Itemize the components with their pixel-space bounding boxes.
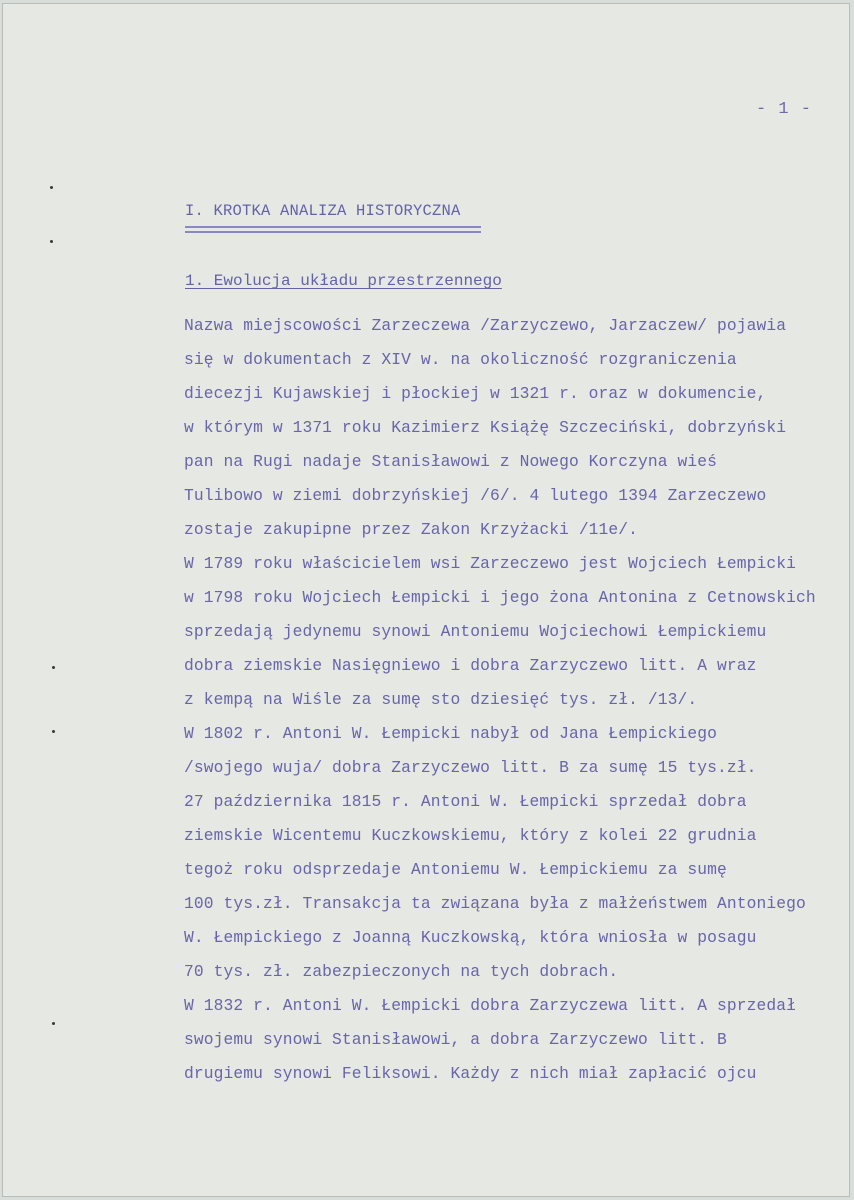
text-line: w 1798 roku Wojciech Łempicki i jego żona Antonina z Cetnowskich: [184, 588, 816, 607]
page-number: - 1 -: [756, 100, 813, 119]
text-line: pan na Rugi nadaje Stanisławowi z Nowego Korczyna wieś: [184, 452, 717, 471]
text-line: W. Łempickiego z Joanną Kuczkowską, która wniosła w posagu: [184, 928, 757, 947]
text-line: W 1802 r. Antoni W. Łempicki nabył od Jana Łempickiego: [184, 724, 717, 743]
text-line: 70 tys. zł. zabezpieczonych na tych dobrach.: [184, 962, 619, 981]
text-line: dobra ziemskie Nasięgniewo i dobra Zarzyczewo litt. A wraz: [184, 656, 757, 675]
text-line: sprzedają jedynemu synowi Antoniemu Wojciechowi Łempickiemu: [184, 622, 767, 641]
text-line: W 1832 r. Antoni W. Łempicki dobra Zarzyczewa litt. A sprzedał: [184, 996, 796, 1015]
section-title: I. KROTKA ANALIZA HISTORYCZNA: [185, 202, 461, 220]
text-line: 100 tys.zł. Transakcja ta związana była z małżeństwem Antoniego: [184, 894, 806, 913]
text-line: /swojego wuja/ dobra Zarzyczewo litt. B za sumę 15 tys.zł.: [184, 758, 757, 777]
text-line: zostaje zakupipne przez Zakon Krzyżacki /11e/.: [184, 520, 639, 539]
section-double-underline: [185, 226, 481, 233]
text-line: drugiemu synowi Feliksowi. Każdy z nich miał zapłacić ojcu: [184, 1064, 757, 1083]
text-line: W 1789 roku właścicielem wsi Zarzeczewo jest Wojciech Łempicki: [184, 554, 796, 573]
text-line: swojemu synowi Stanisławowi, a dobra Zarzyczewo litt. B: [184, 1030, 727, 1049]
text-line: się w dokumentach z XIV w. na okoliczność rozgraniczenia: [184, 350, 737, 369]
text-line: 27 października 1815 r. Antoni W. Łempicki sprzedał dobra: [184, 792, 747, 811]
subsection-title: 1. Ewolucja układu przestrzennego: [185, 272, 502, 290]
text-line: z kempą na Wiśle za sumę sto dziesięć tys. zł. /13/.: [184, 690, 698, 709]
text-line: tegoż roku odsprzedaje Antoniemu W. Łempickiemu za sumę: [184, 860, 727, 879]
text-line: ziemskie Wicentemu Kuczkowskiemu, który z kolei 22 grudnia: [184, 826, 757, 845]
margin-mark: [52, 1022, 55, 1025]
text-line: diecezji Kujawskiej i płockiej w 1321 r. oraz w dokumencie,: [184, 384, 767, 403]
margin-mark: [52, 730, 55, 733]
margin-mark: [50, 186, 53, 189]
body-text: [184, 313, 854, 1095]
margin-mark: [50, 240, 53, 243]
text-line: Tulibowo w ziemi dobrzyńskiej /6/. 4 lutego 1394 Zarzeczewo: [184, 486, 767, 505]
text-line: w którym w 1371 roku Kazimierz Książę Szczeciński, dobrzyński: [184, 418, 787, 437]
text-line: Nazwa miejscowości Zarzeczewa /Zarzyczewo, Jarzaczew/ pojawia: [184, 316, 787, 335]
margin-mark: [52, 666, 55, 669]
